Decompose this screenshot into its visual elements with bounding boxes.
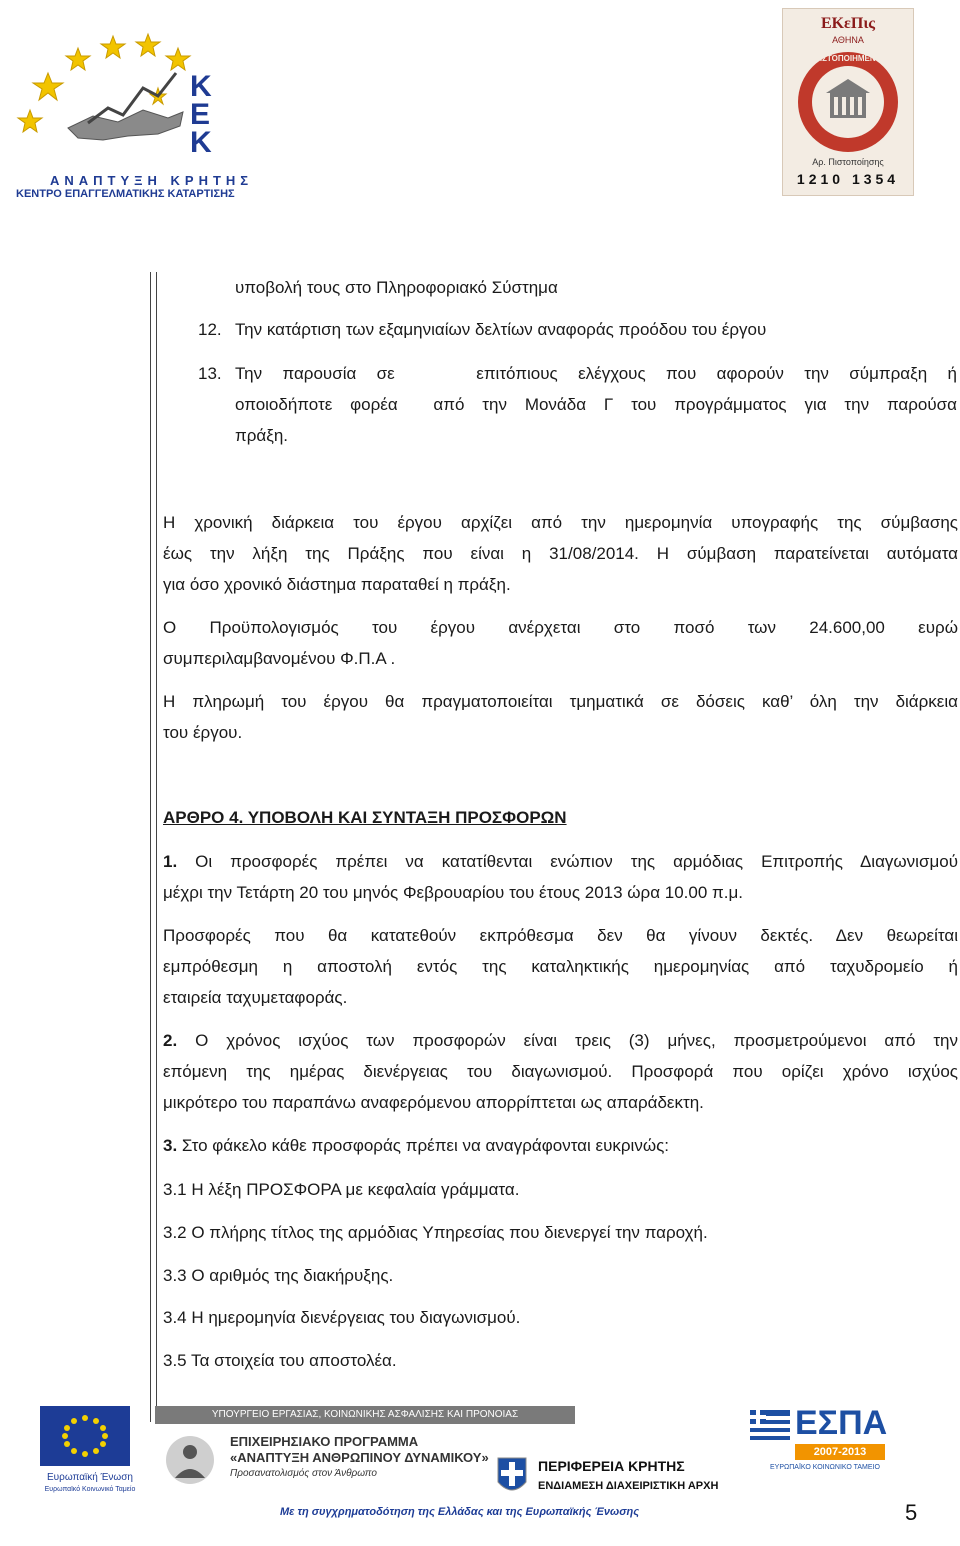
list-item-13-line-2: οποιοδήποτε φορέα από την Μονάδα Γ του προγράμματος για την παρούσα [235,395,957,414]
list-item-13-number: 13. [198,364,222,383]
p2-line-3: μικρότερο του παραπάνω αναφερόμενου απορρίπτεται ως απαράδεκτη. [163,1093,704,1112]
list-item-13-line-1: Την παρουσία σε επιτόπιους ελέγχους που αφορούν την σύμπραξη ή [235,364,957,383]
program-title-1: ΕΠΙΧΕΙΡΗΣΙΑΚΟ ΠΡΟΓΡΑΜΜΑ [230,1434,419,1449]
margin-rule [150,272,157,1422]
program-motto: Προσανατολισμός στον Άνθρωπο [230,1468,377,1479]
p3-line-1 [163,1130,958,1161]
p1b-line-1: Προσφορές που θα κατατεθούν εκπρόθεσμα δεν θα γίνουν δεκτές. Δεν θεωρείται [163,926,958,945]
cert-city: ΑΘΗΝΑ [832,35,864,45]
p3-item-1: 3.1 Η λέξη ΠΡΟΣΦΟΡΑ με κεφαλαία γράμματα. [163,1180,520,1199]
article-4-heading: ΑΡΘΡΟ 4. ΥΠΟΒΟΛΗ ΚΑΙ ΣΥΝΤΑΞΗ ΠΡΟΣΦΟΡΩΝ [163,808,567,827]
kek-letter-k1: Κ [190,70,212,103]
p3-item-2: 3.2 Ο πλήρης τίτλος της αρμόδιας Υπηρεσίας που διενεργεί την παροχή. [163,1223,708,1242]
certification-logo [782,8,914,196]
payment-line-1: Η πληρωμή του έργου θα πραγματοποιείται τμηματικά σε δόσεις καθ’ όλη την διάρκεια [163,692,958,711]
kek-emblem-icon [8,18,278,178]
kek-letter-k2: Κ [190,126,212,159]
espa-years: 2007-2013 [795,1444,885,1460]
ministry-banner: ΥΠΟΥΡΓΕΙΟ ΕΡΓΑΣΙΑΣ, ΚΟΙΝΩΝΙΚΗΣ ΑΣΦΑΛΙΣΗΣ ΚΑΙ ΠΡΟΝΟΙΑΣ [155,1406,575,1424]
duration-line-1: Η χρονική διάρκεια του έργου αρχίζει από την ημερομηνία υπογραφής της σύμβασης [163,513,958,532]
budget-line-1: Ο Προϋπολογισμός του έργου ανέρχεται στο ποσό των 24.600,00 ευρώ [163,618,958,637]
p2-number: 2. [163,1031,178,1050]
eu-logo [30,1400,150,1510]
list-item-13-line-3: πράξη. [235,426,289,445]
cert-seal-icon [783,47,913,157]
list-item-12-number: 12. [198,320,222,339]
espa-fund: ΕΥΡΩΠΑΪΚΟ ΚΟΙΝΩΝΙΚΟ ΤΑΜΕΙΟ [770,1464,880,1471]
p3-item-4: 3.4 Η ημερομηνία διενέργειας του διαγωνισμού. [163,1308,521,1327]
espa-logo [750,1404,900,1484]
eu-label: Ευρωπαϊκή Ένωση [47,1472,133,1483]
p1-number: 1. [163,852,178,871]
p3-item-5: 3.5 Τα στοιχεία του αποστολέα. [163,1351,397,1370]
kek-name: ΑΝΑΠΤΥΞΗ ΚΡΗΤΗΣ [50,173,254,188]
p1-line-1 [163,846,958,877]
eu-fund: Ευρωπαϊκό Κοινωνικό Ταμείο [44,1486,136,1493]
p3-item-3: 3.3 Ο αριθμός της διακήρυξης. [163,1266,394,1285]
list-item-11-cont: υποβολή τους στο Πληροφοριακό Σύστημα [235,278,558,297]
kek-letter-e: Ε [190,98,211,131]
p1b-line-2: εμπρόθεσμη η αποστολή εντός της καταληκτικής ημερομηνίας από ταχυδρομείο ή [163,957,958,976]
cert-number: 1210 1354 [796,171,900,187]
p2-line-2: επόμενη της ημέρας διενέργειας του διαγωνισμού. Προσφορά που ορίζει χρόνο ισχύος [163,1062,958,1081]
duration-line-3: για όσο χρονικό διάστημα παραταθεί η πράξη. [163,575,511,594]
espa-title: ΕΣΠΑ [795,1404,888,1442]
p3-text: Στο φάκελο κάθε προσφοράς πρέπει να αναγράφονται ευκρινώς: [177,1136,670,1155]
cert-stamp-text: ΠΙΣΤΟΠΟΙΗΜΕΝΟ [814,54,882,63]
program-emblem-icon [155,1430,225,1490]
p1-text: Οι προσφορές πρέπει να κατατίθενται ενώπιον της αρμόδιας Επιτροπής Διαγωνισμού [177,852,958,871]
program-title-2: «ΑΝΑΠΤΥΞΗ ΑΝΘΡΩΠΙΝΟΥ ΔΥΝΑΜΙΚΟΥ» [230,1450,489,1465]
cert-org: ΕΚεΠις [820,15,876,32]
payment-line-2: του έργου. [163,723,243,742]
list-item-12-text: Την κατάρτιση των εξαμηνιαίων δελτίων αναφοράς προόδου του έργου [235,320,767,339]
footer-logos [30,1400,930,1530]
kek-logo [8,18,278,200]
greek-emblem-icon [492,1452,532,1502]
eu-flag-icon [40,1406,130,1466]
p1b-line-3: εταιρεία ταχυμεταφοράς. [163,988,348,1007]
page-number: 5 [905,1500,918,1525]
cofinance-text: Με τη συγχρηματοδότηση της Ελλάδας και της Ευρωπαϊκής Ένωσης [280,1506,640,1518]
authority-name: ΕΝΔΙΑΜΕΣΗ ΔΙΑΧΕΙΡΙΣΤΙΚΗ ΑΡΧΗ [538,1480,719,1492]
p2-line-1 [163,1025,958,1056]
kek-subtitle: ΚΕΝΤΡΟ ΕΠΑΓΓΕΛΜΑΤΙΚΗΣ ΚΑΤΑΡΤΙΣΗΣ [16,188,235,200]
espa-flag-icon [750,1410,790,1440]
cert-number-label: Αρ. Πιστοποίησης [812,157,884,167]
region-name: ΠΕΡΙΦΕΡΕΙΑ ΚΡΗΤΗΣ [538,1458,685,1474]
p2-text: Ο χρόνος ισχύος των προσφορών είναι τρεις (3) μήνες, προσμετρούμενοι από την [177,1031,958,1050]
duration-line-2: έως την λήξη της Πράξης που είναι η 31/08/2014. Η σύμβαση παρατείνεται αυτόματα [163,544,958,563]
p3-number: 3. [163,1136,178,1155]
budget-line-2: συμπεριλαμβανομένου Φ.Π.Α . [163,649,396,668]
p1-line-2: μέχρι την Τετάρτη 20 του μηνός Φεβρουαρίου του έτους 2013 ώρα 10.00 π.μ. [163,883,744,902]
